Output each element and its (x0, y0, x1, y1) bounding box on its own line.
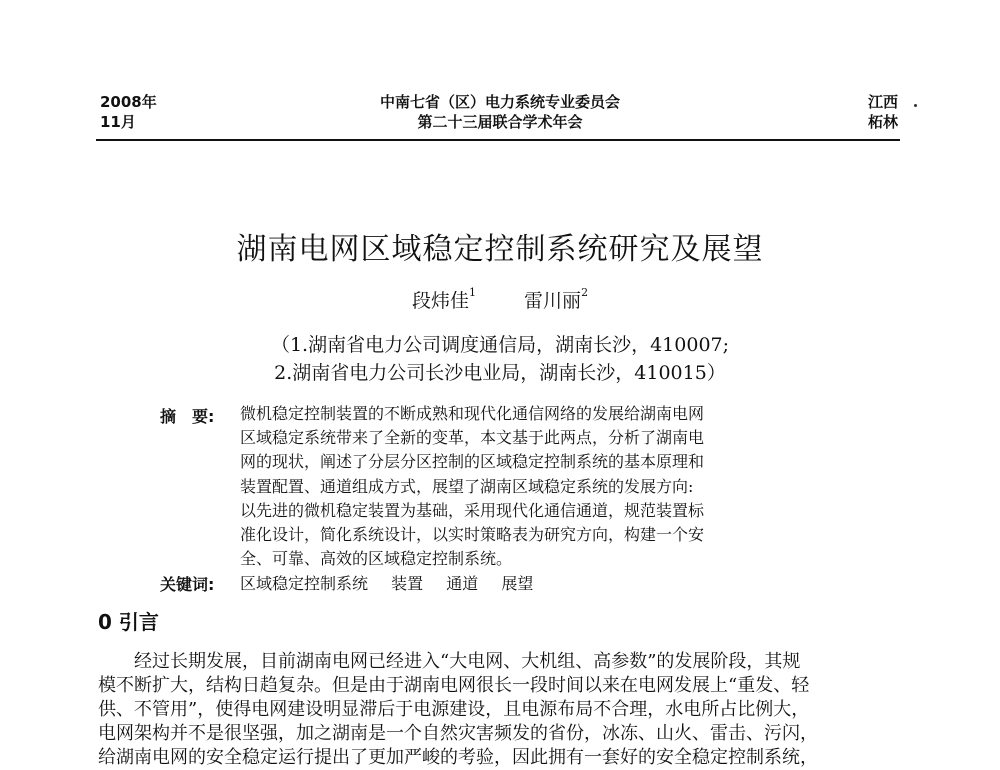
body-line: 供、不管用”，使得电网建设明显滞后于电源建设，且电源布局不合理，水电所占比例大， (98, 699, 810, 720)
header-conference (300, 92, 700, 132)
keyword: 区域稳定控制系统 (240, 574, 369, 593)
affiliation-1: （1.湖南省电力公司调度通信局，湖南长沙，410007; (270, 334, 730, 356)
header-location (838, 92, 898, 132)
keywords-label: 关键词: (160, 575, 215, 594)
header-rule (96, 139, 900, 141)
header-committee: 中南七省（区）电力系统专业委员会 (379, 93, 620, 111)
keyword: 装置 (391, 574, 424, 593)
abstract-line: 微机稳定控制装置的不断成熟和现代化通信网络的发展给湖南电网 (240, 404, 705, 423)
author-affiliation-mark: 2 (581, 285, 589, 299)
keyword: 通道 (446, 574, 479, 593)
header-province: 江西 (867, 93, 898, 111)
author-affiliation-mark: 1 (468, 285, 476, 299)
header-year: 2008年 (100, 93, 157, 111)
abstract-line: 装置配置、通道组成方式，展望了湖南区域稳定系统的发展方向: (240, 476, 694, 496)
abstract-label: 摘 要: (160, 407, 215, 426)
body-line: 给湖南电网的安全稳定运行提出了更加严峻的考验，因此拥有一套好的安全稳定控制系统， (98, 747, 818, 768)
body-line: 模不断扩大，结构日趋复杂。但是由于湖南电网很长一段时间以来在电网发展上“重发、轻 (98, 675, 810, 696)
paper-title: 湖南电网区域稳定控制系统研究及展望 (236, 232, 764, 267)
abstract-body (240, 402, 828, 571)
header-date (100, 92, 157, 132)
abstract-line: 全、可靠、高效的区域稳定控制系统。 (240, 549, 513, 569)
body-line: 经过长期发展，目前湖南电网已经进入“大电网、大机组、高参数”的发展阶段，其规 (134, 651, 801, 672)
abstract-line: 区域稳定系统带来了全新的变革，本文基于此两点，分析了湖南电 (240, 428, 705, 448)
header-month: 11月 (100, 113, 136, 131)
section-body (98, 650, 904, 770)
header-speck (914, 104, 917, 107)
section-heading: 0 引言 (98, 610, 159, 634)
keyword: 展望 (501, 574, 534, 593)
author-list (0, 286, 1000, 313)
header-town: 柘林 (867, 113, 898, 131)
author-name: 雷川丽 (524, 290, 582, 312)
keywords-list (240, 571, 551, 594)
abstract-line: 以先进的微机稳定装置为基础，采用现代化通信通道，规范装置标 (240, 500, 705, 520)
body-line: 电网架构并不是很坚强，加之湖南是一个自然灾害频发的省份，冰冻、山火、雷击、污闪， (98, 723, 818, 744)
abstract-line: 准化设计，简化系统设计，以实时策略表为研究方向，构建一个安 (240, 525, 705, 545)
author-name: 段炜佳 (411, 290, 469, 312)
abstract-line: 网的现状，阐述了分层分区控制的区域稳定控制系统的基本原理和 (240, 452, 705, 472)
header-meeting: 第二十三届联合学术年会 (417, 113, 583, 131)
affiliation-2: 2.湖南省电力公司长沙电业局，湖南长沙，410015） (274, 362, 726, 384)
